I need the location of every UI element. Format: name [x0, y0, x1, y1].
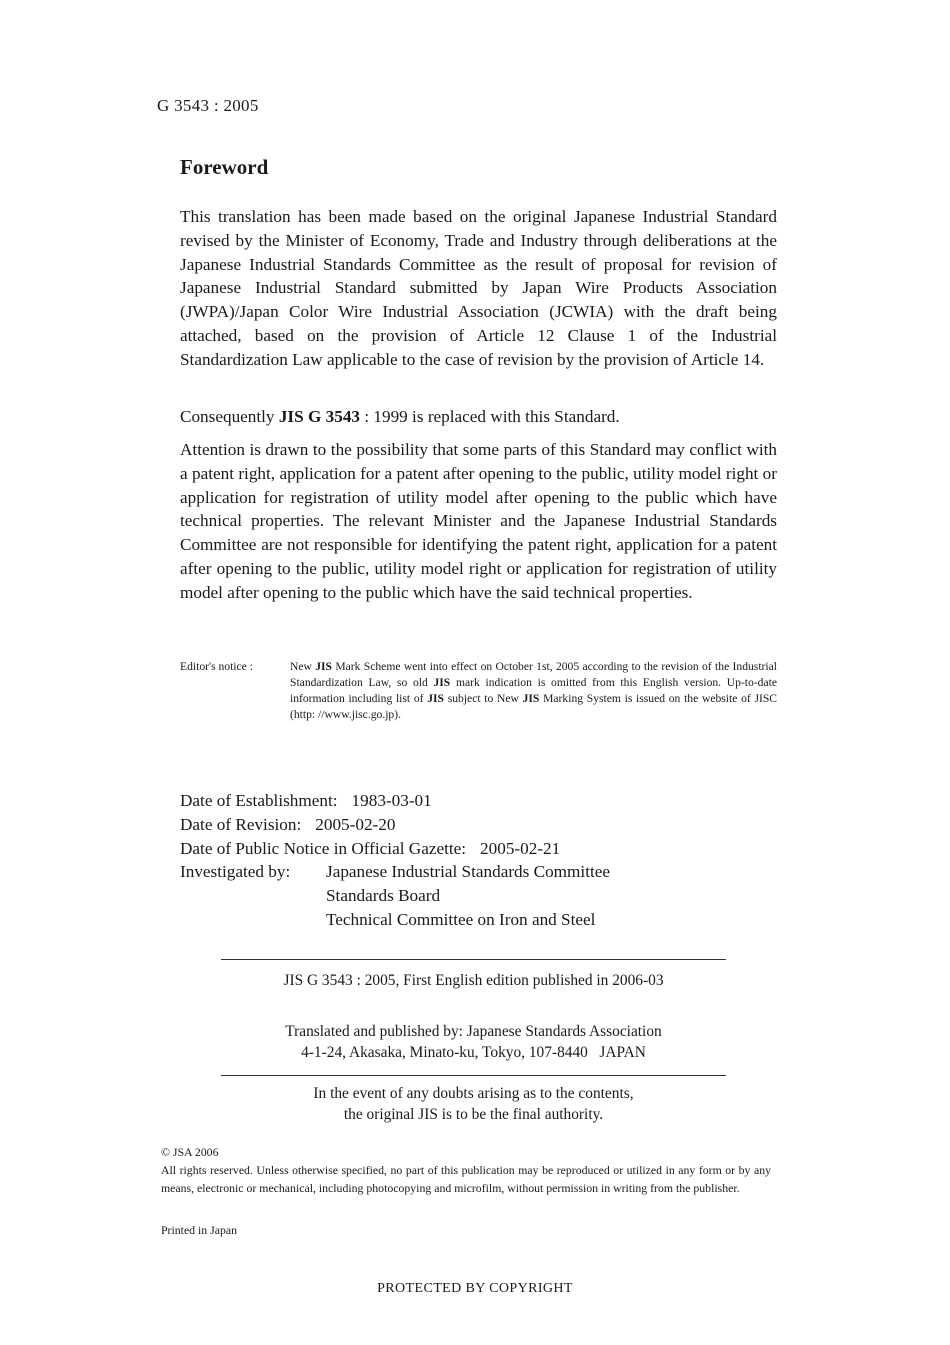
protected-footer: PROTECTED BY COPYRIGHT: [377, 1281, 573, 1296]
printed-in: Printed in Japan: [161, 1223, 238, 1237]
publisher-name: Translated and published by: Japanese Standards Association: [285, 1023, 662, 1040]
authority-block: [221, 1083, 726, 1125]
paragraph-2-suffix: : 1999 is replaced with this Standard.: [360, 407, 620, 426]
edition-line: JIS G 3543 : 2005, First English edition published in 2006-03: [283, 972, 664, 989]
editors-notice-body: [290, 659, 777, 723]
authority-line-2: the original JIS is to be the final authority.: [343, 1106, 604, 1123]
gazette-row: [180, 837, 610, 861]
notice-text: Marking System is issued on the website of JISC (http: //www.jisc.go.jp).: [290, 692, 778, 721]
revision-value: 2005-02-20: [315, 814, 396, 834]
investigated-label: Investigated by:: [180, 862, 291, 882]
establishment-label: Date of Establishment:: [180, 791, 338, 810]
authority-line-1: In the event of any doubts arising as to the contents,: [313, 1085, 634, 1102]
revision-row: [180, 813, 610, 837]
paragraph-2-prefix: Consequently: [180, 407, 279, 426]
notice-jis: JIS: [315, 660, 332, 673]
divider-bottom: [221, 1075, 726, 1076]
notice-jis: JIS: [433, 676, 451, 689]
foreword-paragraph-1: This translation has been made based on the original Japanese Industrial Standard revised by the Minister of Economy, Trade and Industry through deliberations at the Japanese Industrial Standards Committee as the result of proposal for revision of Japanese Industrial Standard submitted by Japan Wire Products Association (JWPA)/Japan Color Wire Industrial Association (JCWIA) with the draft being attached, based on the provision of Article 12 Clause 1 of the Industrial Standardization Law applicable to the case of revision by the provision of Article 14.: [180, 207, 777, 369]
investigated-row: [180, 860, 610, 884]
notice-jis: JIS: [522, 692, 540, 705]
investigated-technical-committee: Technical Committee on Iron and Steel: [326, 909, 596, 929]
notice-text: New: [290, 660, 316, 673]
notice-text: Mark Scheme went into effect on October 1st, 2005 according to the revision of the Industrial Standardization Law, so old: [290, 660, 777, 689]
notice-jis: JIS: [427, 692, 444, 705]
notice-text: subject to New: [444, 692, 523, 705]
investigated-board: Standards Board: [326, 886, 441, 906]
establishment-value: 1983-03-01: [351, 791, 432, 810]
publisher-address: 4-1-24, Akasaka, Minato-ku, Tokyo, 107-8440 JAPAN: [301, 1044, 646, 1061]
foreword-paragraph-3: Attention is drawn to the possibility that some parts of this Standard may conflict with a patent right, application for a patent after opening to the public, utility model right or application for registration of utility model after opening to the public which have technical properties. The relevant Minister and the Japanese Industrial Standards Committee are not responsible for identifying the patent right, application for a patent after opening to the public, utility model right or application for registration of utility model after opening to the public which have the said technical properties.: [180, 440, 777, 602]
page-title: Foreword: [180, 155, 269, 179]
editors-notice-label: Editor's notice :: [180, 660, 253, 673]
dates-block: [180, 789, 610, 932]
copyright-symbol-line: © JSA 2006: [161, 1145, 219, 1159]
establishment-row: [180, 789, 610, 813]
gazette-label: Date of Public Notice in Official Gazette:: [180, 838, 467, 858]
paragraph-2-standard: JIS G 3543: [278, 407, 361, 426]
publisher-block: [221, 1021, 726, 1063]
investigated-committee: Japanese Industrial Standards Committee: [326, 862, 611, 882]
copyright-rights: All rights reserved. Unless otherwise specified, no part of this publication may be reproduced or utilized in any form or by any means, electronic or mechanical, including photocopying and microfilm, without permission in writing from the publisher.: [161, 1163, 771, 1195]
notice-text: mark indication is omitted from this English version. Up-to-date information including list of: [290, 676, 777, 705]
gazette-value: 2005-02-21: [480, 838, 561, 858]
document-code: G 3543 : 2005: [157, 96, 259, 115]
divider-top: [221, 959, 726, 960]
foreword-paragraph-2: [180, 405, 777, 429]
copyright-block: [161, 1143, 771, 1197]
revision-label: Date of Revision:: [180, 814, 302, 834]
